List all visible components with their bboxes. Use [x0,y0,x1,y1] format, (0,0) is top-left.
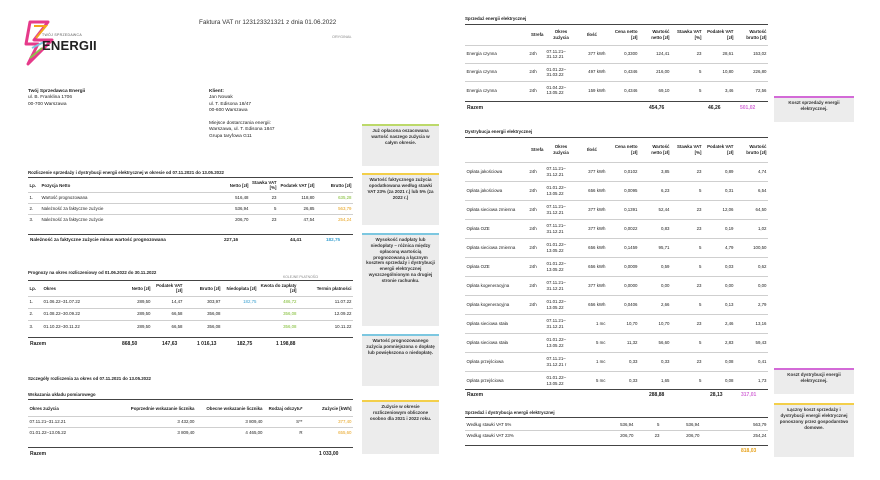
note-prepaid: Już opłacona oszacowana wartość naszego zużycia w całym okresie. [362,124,439,166]
col-lp: Lp. [29,182,37,188]
readings-total-value: 1 033,00 [319,451,339,457]
table-row: 3. 01.10.22–30.11.22 289,50 66,58 356,08 356,08 10.11.22 [28,320,353,332]
table-row: Według stawki VAT 23% 206,70 23 206,70 254,24 [465,430,768,441]
table-row: Opłata sieciowa zmienna 24h 07.11.21– 31.12.21 377 kWh 0,1391 52,44 23 12,06 64,50 [465,200,768,219]
table-row: Opłata przejściowa 07.11.21– 31.12.21 r 1 mc 0,33 0,33 23 0,08 0,41 [465,352,768,371]
table-row: 07.11.21–31.12.21 3 432,00 3 809,40 S** 377,40 [28,416,353,427]
table-row: Opłata sieciowa stała 07.11.21– 31.12.21 1 mc 10,70 10,70 23 2,46 13,16 [465,314,768,333]
table-row: 1. Wartość prognozowana 516,48 23 118,80 635,28 [28,192,353,203]
table-row: Opłata OZE 24h 07.11.21– 31.12.21 377 kWh 0,0022 0,83 23 0,19 1,02 [465,219,768,238]
table-row: Opłata jakościowa 24h 07.11.21– 31.12.21 377 kWh 0,0102 3,85 23 0,89 4,74 [465,162,768,181]
col-vat-rate: Stawka VAT [%] [252,179,277,191]
seller-block [28,89,85,108]
distribution-total-label: Razem [467,392,484,398]
note-total-cost: Łączny koszt sprzedaży i dystrybucji energii elektrycznej ponoszony przez gospodarstwo domowe. [774,403,854,457]
summary-table [465,419,768,441]
table-row: Energia czynna 24h 07.11.21– 31.12.21 377 kWh 0,3300 124,41 23 28,61 153,02 [465,45,768,63]
table-row: 3. Należność za faktyczne zużycie 206,70 23 47,54 254,24 [28,214,353,225]
settlement-total-label: Należność za faktyczne zużycie minus wartość prognozowana [30,237,166,242]
note-sales-cost: Koszt sprzedaży energii elektrycznej. [774,96,854,122]
table-row: Opłata sieciowa stała 01.01.22– 13.05.22 5 mc 11,32 56,60 5 2,83 59,43 [465,333,768,352]
seller-address1: ul. B. Franklina 1706 [28,95,72,101]
note-usage-split: Zużycie w okresie rozliczeniowym obliczone osobno dla 2021 i 2022 roku. [362,400,439,454]
note-distribution-cost: Koszt dystrybucji energii elektrycznej. [774,368,854,394]
sales-total-brutto: 501,02 [740,105,756,111]
sales-table: Strefa Okres zużycia Ilość Cena netto [zł] Wartość netto [zł] Stawka VAT [%] Podatek VAT [zł] Wartość brutto [zł] Energia czynna 24h 07.11.21– 31.12.21 377 kWh 0,3300 124,41 23 28,61 153,02 Energia czynna 24h 01.01.22– 31.03.22 497 kWh 0,4346 216,00 5 10,80 226,80 Energia czynna 24h 01.04.22– 13.05.22 159 kWh 0,4346 69,10 5 3,46 72,56 [465,25,768,99]
forecast-table: Lp. Okres Netto [zł] Podatek VAT [zł] Brutto [zł] Niedopłata [zł] Kwota do zapłaty [zł] Termin płatności 1. 01.06.22–31.07.22 289,50 14,47 303,97 182,75 486,72 11.07.22 2. 01.08.22–30.09.22 289,50 66,58 356,08 356,08 12.09.22 3. 01.10.22–30.11.22 289,50 66,58 356,08 356,08 10.11.22 [28,281,353,332]
sales-total-netto: 454,76 [649,105,665,111]
client-label: Klient: [209,89,224,94]
col-vat: Podatek VAT [zł] [280,182,315,188]
col-position: Pozycja Netto [41,182,71,188]
logo-tagline: TWÓJ SPRZEDAWCA [42,33,82,37]
table-row: Opłata OZE 24h 01.01.22– 13.05.22 656 kWh 0,0009 0,59 5 0,03 0,62 [465,257,768,276]
table-row: Energia czynna 24h 01.04.22– 13.05.22 159 kWh 0,4346 69,10 5 3,46 72,56 [465,81,768,99]
table-row: 2. 01.08.22–30.09.22 289,50 66,58 356,08 356,08 12.09.22 [28,308,353,320]
summary-title: Sprzedaż i dystrybucja energii elektrycznej [465,410,555,415]
logo-name: ENERGII [42,38,97,53]
table-row: Opłata kogeneracyjna 24h 07.11.21– 31.12.21 377 kWh 0,0000 0,00 23 0,00 0,00 [465,276,768,295]
seller-address2: 00-700 Warszawa [28,101,67,107]
distribution-title: Dystrybucja energii elektrycznej [465,129,533,134]
sales-title: Sprzedaż energii elektrycznej [465,16,527,21]
client-name: Jan Nowak [209,95,233,101]
client-address2: 00-600 Warszawa [209,108,248,114]
sales-total-label: Razem [467,105,484,111]
settlement-total-netto: 227,16 [224,237,239,242]
settlement-total-brutto: 182,75 [326,237,341,242]
table-row: 1. 01.06.22–31.07.22 289,50 14,47 303,97 182,75 486,72 11.07.22 [28,296,353,308]
table-row: Energia czynna 24h 01.01.22– 31.03.22 497 kWh 0,4346 216,00 5 10,80 226,80 [465,63,768,81]
col-brutto: Brutto [zł] [330,182,352,188]
settlement-title: Rozliczenie sprzedaży i dystrybucji energii elektrycznej w okresie od 07.11.2021 do 13.05.2022 [28,170,224,175]
table-row: 01.01.22–13.05.22 3 809,40 4 465,00 R 655,60 [28,427,353,438]
forecast-subtitle: KOLEJNE PŁATNOŚCI [283,275,319,279]
sales-total-vat: 46,26 [708,105,721,111]
distribution-total-netto: 288,88 [649,392,665,398]
settlement-total-vat: 44,41 [290,237,302,242]
meter-label: Wskazania układu pomiarowego [28,392,96,397]
forecast-title: Prognozy na okres rozliczeniowy od 01.06.2022 do 30.11.2022 [28,270,157,275]
table-row: 2. Należność za faktyczne zużycie 536,94 5 26,85 563,79 [28,203,353,214]
note-forecast: Wartość prognozowanego zużycia pomniejszona o dopłatę lub powiększona o niedopłatę. [362,334,439,386]
distribution-total-brutto: 317,01 [741,392,757,398]
summary-total-brutto: 818,03 [741,448,757,454]
readings-title: Szczegóły rozliczenia za okres od 07.11.2021 do 13.05.2022 [28,376,152,381]
client-address1: ul. T. Edisona 18/47 [209,101,252,107]
original-label: ORYGINAŁ [332,35,352,39]
col-netto: Netto [zł] [229,182,249,188]
readings-total-label: Razem [30,451,47,457]
table-row: Opłata kogeneracyjna 24h 01.01.22– 13.05.22 656 kWh 0,0406 2,66 5 0,13 2,79 [465,295,768,314]
client-block [209,89,275,140]
seller-name: Twój Sprzedawca Energii [28,89,86,94]
note-actual-usage: Wartość faktycznego zużycia opodatkowana według stawki VAT 23% (za 2021 r.) lub 5% (za 2022 r.) [362,173,439,225]
distribution-table: Strefa Okres zużycia Ilość Cena netto [zł] Wartość netto [zł] Stawka VAT [%] Podatek VAT [zł] Wartość brutto [zł] Opłata jakościowa 24h 07.11.21– 31.12.21 377 kWh 0,0102 3,85 23 0,89 4,74 Opłata jakościowa 24h 01.01.22– 13.05.22 656 kWh 0,0095 6,23 5 0,31 6,54 Opłata sieciowa zmienna 24h 07.11.21– 31.12.21 377 kWh 0,1391 52,44 23 12,06 64,50 Opłata OZE 24h 07.11.21– 31.12.21 377 kWh 0,0022 0,83 23 0,19 1,02 Opłata sieciowa zmienna 24h 01.01.22– 13.05.22 656 kWh 0,1459 95,71 5 4,79 100,50 Opłata OZE 24h 01.01.22– 13.05.22 656 kWh 0,0009 0,59 5 0,03 0,62 Opłata kogeneracyjna 24h 07.11.21– 31.12.21 377 kWh 0,0000 0,00 23 0,00 0,00 Opłata kogeneracyjna 24h 01.01.22– 13.05.22 656 kWh 0,0406 2,66 5 0,13 2,79 Opłata sieciowa stała 07.11.21– 31.12.21 1 mc 10,70 10,70 23 2,46 13,16 Opłata sieciowa stała 01.01.22– 13.05.22 5 mc 11,32 56,60 5 2,83 59,43 Opłata przejściowa 07.11.21– 31.12.21 r 1 mc 0,33 0,33 23 0,08 0,41 Opłata przejściowa 01.01.22– 13.05.22 5 mc 0,33 1,65 5 0,08 1,73 [465,138,768,390]
note-balance: Wysokość nadpłaty lub niedopłaty – różnica między opłaconą wartością prognozowaną a łącznym kosztem sprzedaży i dystrybucji energii elektrycznej wyszczególnionym na drugiej stronie rachunku. [362,233,439,326]
delivery-label: Miejsce dostarczania energii: [209,120,271,126]
table-row: Opłata jakościowa 24h 01.01.22– 13.05.22 656 kWh 0,0095 6,23 5 0,31 6,54 [465,181,768,200]
readings-table: Okres zużycia Poprzednie wskazanie licznika Obecne wskazanie licznika Rodzaj odczytu* Zużycie [kWh] 07.11.21–31.12.21 3 432,00 3 809,40 S** 377,40 01.01.22–13.05.22 3 809,40 4 465,00 R 655,60 [28,401,353,438]
table-row: Opłata sieciowa zmienna 24h 01.01.22– 13.05.22 656 kWh 0,1459 95,71 5 4,79 100,50 [465,238,768,257]
forecast-total-label: Razem [30,341,47,347]
distribution-total-vat: 28,13 [710,392,723,398]
delivery-address: Warszawa, ul. T. Edisona 1847 [209,127,275,133]
table-row: Opłata przejściowa 01.01.22– 13.05.22 5 mc 0,33 1,65 5 0,08 1,73 [465,371,768,390]
table-row: Według stawki VAT 5% 536,94 5 536,94 563,79 [466,421,767,427]
settlement-table [28,179,353,225]
tariff-group: Grupa taryfowa G11 [209,133,252,139]
invoice-title: Faktura VAT nr 123123321321 z dnia 01.06.2022 [199,19,337,26]
